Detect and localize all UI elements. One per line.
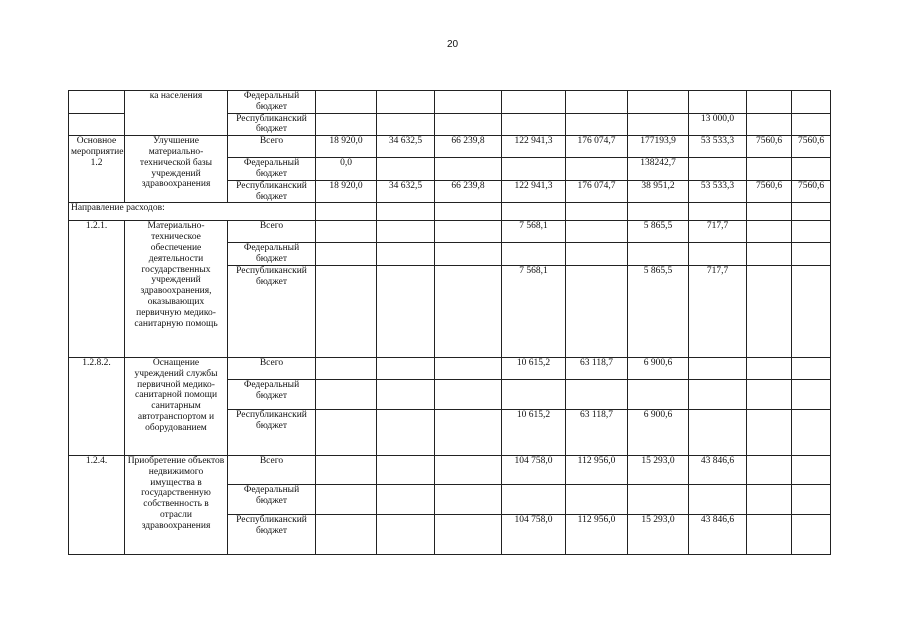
budget-table: [68, 90, 831, 555]
value-cell: [502, 158, 566, 181]
item-code: 1.2.4.: [69, 455, 125, 554]
value-cell: 122 941,3: [502, 136, 566, 158]
value-cell: [316, 243, 377, 266]
value-cell: [628, 91, 689, 114]
value-cell: [435, 203, 502, 221]
value-cell: 10 615,2: [502, 409, 566, 455]
value-cell: [689, 409, 747, 455]
value-cell: [747, 221, 792, 243]
value-cell: [377, 455, 435, 484]
value-cell: 13 000,0: [689, 113, 747, 136]
table-row: [69, 357, 831, 379]
item-name: Улучшение материально-технической базы учреждений здравоохранения: [125, 136, 228, 203]
item-name: ка населения: [125, 91, 228, 136]
funding-source: Республиканский бюджет: [228, 113, 316, 136]
value-cell: [792, 158, 831, 181]
value-cell: [435, 514, 502, 554]
value-cell: [689, 243, 747, 266]
funding-source: Федеральный бюджет: [228, 91, 316, 114]
value-cell: 34 632,5: [377, 136, 435, 158]
funding-source: Федеральный бюджет: [228, 379, 316, 409]
value-cell: [792, 91, 831, 114]
value-cell: [377, 357, 435, 379]
value-cell: [377, 203, 435, 221]
funding-source: Федеральный бюджет: [228, 243, 316, 266]
item-code: 1.2.1.: [69, 221, 125, 358]
value-cell: [792, 221, 831, 243]
item-code: [69, 91, 125, 114]
value-cell: [747, 113, 792, 136]
funding-source: Республиканский бюджет: [228, 514, 316, 554]
value-cell: [316, 203, 377, 221]
value-cell: [747, 409, 792, 455]
value-cell: 18 920,0: [316, 180, 377, 203]
direction-row: [69, 203, 831, 221]
value-cell: [435, 455, 502, 484]
value-cell: [435, 409, 502, 455]
item-code: [69, 113, 125, 136]
value-cell: 10 615,2: [502, 357, 566, 379]
value-cell: [502, 379, 566, 409]
value-cell: 104 758,0: [502, 514, 566, 554]
value-cell: [316, 514, 377, 554]
value-cell: [566, 91, 628, 114]
funding-source: Республиканский бюджет: [228, 265, 316, 357]
value-cell: [792, 113, 831, 136]
value-cell: 176 074,7: [566, 136, 628, 158]
value-cell: 43 846,6: [689, 455, 747, 484]
value-cell: [502, 243, 566, 266]
value-cell: [435, 243, 502, 266]
item-name: Оснащение учреждений службы первичной медико-санитарной помощи санитарным автотранспортом и оборудованием: [125, 357, 228, 455]
value-cell: [566, 158, 628, 181]
value-cell: [566, 243, 628, 266]
value-cell: [377, 113, 435, 136]
value-cell: [689, 357, 747, 379]
value-cell: [316, 379, 377, 409]
page-number: 20: [446, 39, 459, 50]
value-cell: 5 865,5: [628, 221, 689, 243]
item-name: Приобретение объектов недвижимого имущества в государственную собственность в отрасли здравоохранения: [125, 455, 228, 554]
value-cell: [377, 484, 435, 514]
value-cell: 5 865,5: [628, 265, 689, 357]
value-cell: [628, 203, 689, 221]
value-cell: 717,7: [689, 221, 747, 243]
value-cell: 15 293,0: [628, 455, 689, 484]
value-cell: [566, 203, 628, 221]
value-cell: 122 941,3: [502, 180, 566, 203]
value-cell: [792, 203, 831, 221]
value-cell: [316, 455, 377, 484]
value-cell: [377, 243, 435, 266]
table-row: [69, 91, 831, 114]
item-name: Материально-техническое обеспечение деятельности государственных учреждений здравоохранения, оказывающих первичную медико-санитарную помощь: [125, 221, 228, 358]
value-cell: [377, 409, 435, 455]
value-cell: [689, 158, 747, 181]
value-cell: 66 239,8: [435, 136, 502, 158]
value-cell: [747, 91, 792, 114]
value-cell: [792, 379, 831, 409]
value-cell: [792, 409, 831, 455]
value-cell: [747, 203, 792, 221]
value-cell: [316, 91, 377, 114]
value-cell: [566, 221, 628, 243]
value-cell: 177193,9: [628, 136, 689, 158]
value-cell: [628, 379, 689, 409]
value-cell: [435, 484, 502, 514]
funding-source: Всего: [228, 136, 316, 158]
funding-source: Всего: [228, 357, 316, 379]
table-row: [69, 136, 831, 158]
value-cell: [377, 379, 435, 409]
value-cell: 7560,6: [747, 180, 792, 203]
value-cell: [792, 455, 831, 484]
value-cell: [792, 514, 831, 554]
value-cell: [566, 265, 628, 357]
value-cell: 112 956,0: [566, 455, 628, 484]
value-cell: [316, 113, 377, 136]
value-cell: 7560,6: [792, 136, 831, 158]
table-row: [69, 455, 831, 484]
value-cell: 34 632,5: [377, 180, 435, 203]
value-cell: 38 951,2: [628, 180, 689, 203]
value-cell: 104 758,0: [502, 455, 566, 484]
value-cell: [747, 379, 792, 409]
value-cell: 138242,7: [628, 158, 689, 181]
value-cell: [689, 203, 747, 221]
value-cell: [747, 484, 792, 514]
value-cell: [435, 91, 502, 114]
value-cell: 53 533,3: [689, 180, 747, 203]
value-cell: [502, 91, 566, 114]
value-cell: 176 074,7: [566, 180, 628, 203]
value-cell: [747, 265, 792, 357]
value-cell: [566, 379, 628, 409]
value-cell: [377, 265, 435, 357]
value-cell: 63 118,7: [566, 409, 628, 455]
value-cell: [689, 91, 747, 114]
funding-source: Федеральный бюджет: [228, 484, 316, 514]
funding-source: Всего: [228, 455, 316, 484]
value-cell: [435, 357, 502, 379]
value-cell: 7560,6: [747, 136, 792, 158]
value-cell: [747, 243, 792, 266]
value-cell: 18 920,0: [316, 136, 377, 158]
funding-source: Республиканский бюджет: [228, 409, 316, 455]
value-cell: 717,7: [689, 265, 747, 357]
value-cell: [502, 484, 566, 514]
value-cell: 53 533,3: [689, 136, 747, 158]
value-cell: [435, 265, 502, 357]
value-cell: [747, 357, 792, 379]
value-cell: 15 293,0: [628, 514, 689, 554]
value-cell: 6 900,6: [628, 409, 689, 455]
value-cell: [316, 357, 377, 379]
value-cell: [792, 243, 831, 266]
funding-source: Республиканский бюджет: [228, 180, 316, 203]
value-cell: [628, 243, 689, 266]
value-cell: [566, 113, 628, 136]
value-cell: [566, 484, 628, 514]
value-cell: [502, 113, 566, 136]
funding-source: Федеральный бюджет: [228, 158, 316, 181]
value-cell: [747, 158, 792, 181]
value-cell: [435, 221, 502, 243]
value-cell: [628, 113, 689, 136]
value-cell: [502, 203, 566, 221]
table-row: [69, 221, 831, 243]
value-cell: [747, 514, 792, 554]
value-cell: [628, 484, 689, 514]
value-cell: [435, 113, 502, 136]
value-cell: 7 568,1: [502, 221, 566, 243]
item-code: Основное мероприятие 1.2: [69, 136, 125, 203]
value-cell: 6 900,6: [628, 357, 689, 379]
value-cell: [377, 221, 435, 243]
value-cell: [435, 379, 502, 409]
value-cell: [316, 409, 377, 455]
value-cell: [792, 357, 831, 379]
value-cell: [747, 455, 792, 484]
value-cell: [377, 514, 435, 554]
value-cell: 7560,6: [792, 180, 831, 203]
value-cell: 66 239,8: [435, 180, 502, 203]
value-cell: 112 956,0: [566, 514, 628, 554]
direction-label: Направление расходов:: [69, 203, 316, 221]
funding-source: Всего: [228, 221, 316, 243]
value-cell: 63 118,7: [566, 357, 628, 379]
value-cell: 43 846,6: [689, 514, 747, 554]
value-cell: 7 568,1: [502, 265, 566, 357]
value-cell: [792, 265, 831, 357]
value-cell: [377, 158, 435, 181]
value-cell: [316, 221, 377, 243]
value-cell: [316, 484, 377, 514]
value-cell: [689, 484, 747, 514]
value-cell: [792, 484, 831, 514]
value-cell: [377, 91, 435, 114]
item-code: 1.2.8.2.: [69, 357, 125, 455]
value-cell: [689, 379, 747, 409]
value-cell: [316, 265, 377, 357]
value-cell: [435, 158, 502, 181]
value-cell: 0,0: [316, 158, 377, 181]
